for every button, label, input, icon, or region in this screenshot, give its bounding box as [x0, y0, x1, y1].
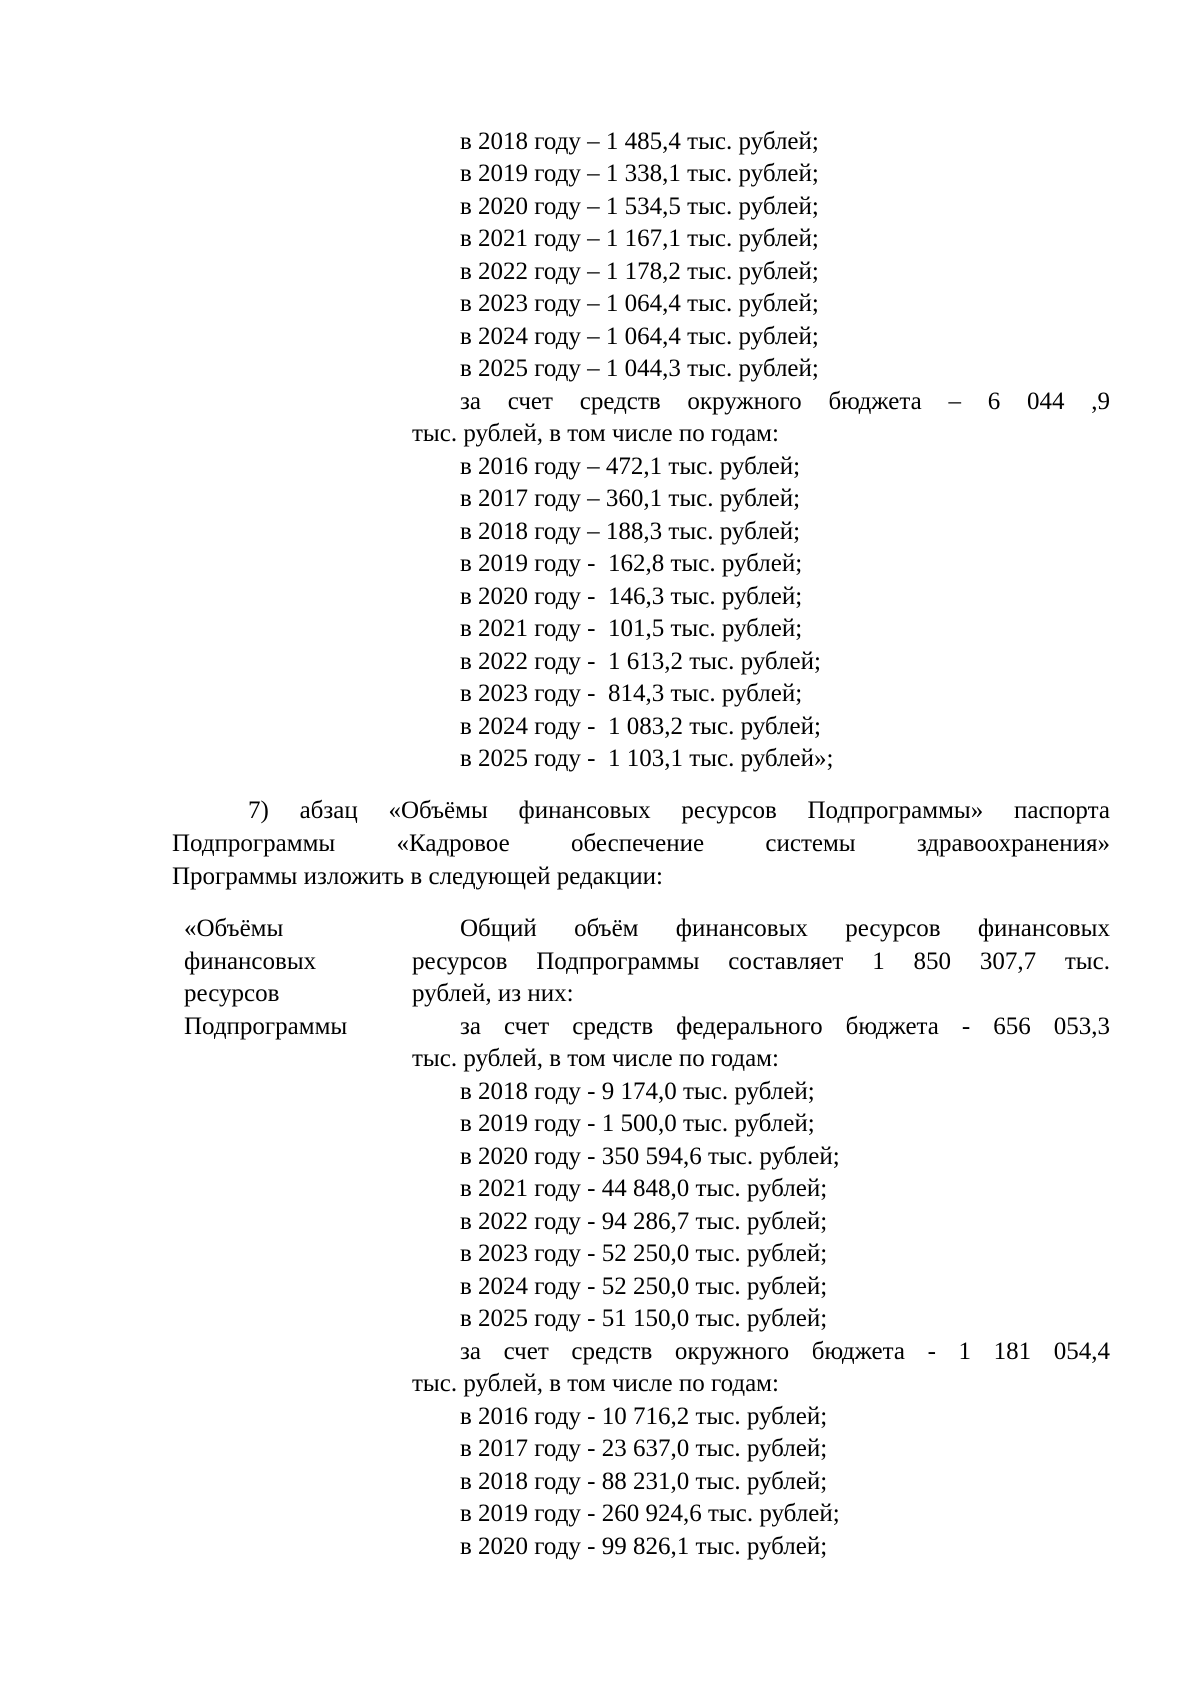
heading-word: счет — [507, 388, 553, 415]
word: обеспечение — [571, 830, 705, 857]
list-item: в 2023 году - 814,3 тыс. рублей; — [460, 680, 803, 707]
heading-word: окружного — [687, 388, 802, 415]
list-item: в 2017 году - 23 637,0 тыс. рублей; — [460, 1435, 828, 1462]
list-item: в 2018 году - 88 231,0 тыс. рублей; — [460, 1468, 828, 1495]
word: 054,4 — [1053, 1338, 1110, 1365]
list-item: в 2024 году - 52 250,0 тыс. рублей; — [460, 1273, 828, 1300]
heading-word: – — [948, 388, 961, 415]
federal-budget-heading-tail: тыс. рублей, в том числе по годам: — [412, 1045, 779, 1072]
paragraph-line — [172, 828, 1110, 860]
list-item: в 2025 году - 51 150,0 тыс. рублей; — [460, 1305, 828, 1332]
word: федерального — [676, 1013, 823, 1040]
word: окружного — [674, 1338, 790, 1365]
word: 1 — [958, 1338, 971, 1365]
word: «Объёмы — [388, 797, 488, 824]
word: паспорта — [1013, 797, 1110, 824]
word: счет — [503, 1338, 549, 1365]
total-line — [460, 913, 1110, 945]
district-budget-heading-tail: тыс. рублей, в том числе по годам: — [412, 1370, 779, 1397]
heading-word: 044 — [1026, 388, 1065, 415]
word: здравоохранения» — [916, 830, 1110, 857]
list-item: в 2021 году - 101,5 тыс. рублей; — [460, 615, 803, 642]
word: ресурсов — [845, 915, 941, 942]
word: средств — [572, 1013, 654, 1040]
word: 850 — [913, 948, 951, 975]
word: финансовых — [518, 797, 651, 824]
list-item: в 2016 году – 472,1 тыс. рублей; — [460, 453, 801, 480]
heading-word: средств — [579, 388, 661, 415]
word: «Кадровое — [396, 830, 510, 857]
word: счет — [504, 1013, 550, 1040]
word: 053,3 — [1053, 1013, 1110, 1040]
list-item: в 2020 году – 1 534,5 тыс. рублей; — [460, 193, 819, 220]
word: 307,7 — [979, 948, 1037, 975]
label-line: финансовых — [184, 948, 317, 975]
word: средств — [571, 1338, 653, 1365]
word: 7) — [248, 797, 269, 824]
word: 656 — [993, 1013, 1031, 1040]
list-item: в 2018 году – 1 485,4 тыс. рублей; — [460, 128, 819, 155]
list-item: в 2020 году - 350 594,6 тыс. рублей; — [460, 1143, 840, 1170]
label-line: ресурсов — [184, 980, 280, 1007]
word: Подпрограммы — [536, 948, 700, 975]
word: абзац — [299, 797, 358, 824]
heading-word: ,9 — [1091, 388, 1110, 415]
list-item: в 2024 году - 1 083,2 тыс. рублей; — [460, 713, 821, 740]
word: за — [460, 1338, 481, 1365]
list-item: в 2022 году – 1 178,2 тыс. рублей; — [460, 258, 819, 285]
list-item: в 2016 году - 10 716,2 тыс. рублей; — [460, 1403, 828, 1430]
word: - — [927, 1338, 936, 1365]
word: составляет — [728, 948, 844, 975]
district-budget-heading — [460, 1336, 1110, 1368]
list-item: в 2019 году – 1 338,1 тыс. рублей; — [460, 160, 819, 187]
word: финансовых — [675, 915, 808, 942]
list-item: в 2021 году - 44 848,0 тыс. рублей; — [460, 1175, 828, 1202]
word: 1 — [872, 948, 885, 975]
list-item: в 2024 году – 1 064,4 тыс. рублей; — [460, 323, 819, 350]
list-item: в 2023 году – 1 064,4 тыс. рублей; — [460, 290, 819, 317]
list-item: в 2020 году - 146,3 тыс. рублей; — [460, 583, 803, 610]
total-line — [412, 946, 1110, 978]
list-item: в 2020 году - 99 826,1 тыс. рублей; — [460, 1533, 828, 1560]
list-item: в 2021 году – 1 167,1 тыс. рублей; — [460, 225, 819, 252]
word: бюджета — [811, 1338, 905, 1365]
heading-word: бюджета — [828, 388, 922, 415]
word: Подпрограммы» — [807, 797, 984, 824]
heading-word: 6 — [987, 388, 1001, 415]
word: Общий — [460, 915, 537, 942]
word: тыс. — [1064, 948, 1110, 975]
word: ресурсов — [681, 797, 777, 824]
list-item: в 2017 году – 360,1 тыс. рублей; — [460, 485, 801, 512]
paragraph-line: Программы изложить в следующей редакции: — [172, 863, 664, 890]
list-item: в 2025 году – 1 044,3 тыс. рублей; — [460, 355, 819, 382]
word: 181 — [993, 1338, 1032, 1365]
word: объём — [574, 915, 639, 942]
list-item: в 2023 году - 52 250,0 тыс. рублей; — [460, 1240, 828, 1267]
word: Подпрограммы — [172, 830, 336, 857]
word: финансовых — [977, 915, 1110, 942]
list-item: в 2025 году - 1 103,1 тыс. рублей»; — [460, 745, 834, 772]
word: за — [460, 1013, 481, 1040]
list-item: в 2018 году - 9 174,0 тыс. рублей; — [460, 1078, 815, 1105]
word: бюджета — [845, 1013, 939, 1040]
list-item: в 2019 году - 162,8 тыс. рублей; — [460, 550, 803, 577]
list-item: в 2022 году - 1 613,2 тыс. рублей; — [460, 648, 821, 675]
list-item: в 2018 году – 188,3 тыс. рублей; — [460, 518, 801, 545]
total-line: рублей, из них: — [412, 980, 574, 1007]
district-budget-heading — [460, 386, 1110, 418]
list-item: в 2019 году - 1 500,0 тыс. рублей; — [460, 1110, 815, 1137]
list-item: в 2022 году - 94 286,7 тыс. рублей; — [460, 1208, 828, 1235]
word: системы — [765, 830, 856, 857]
district-budget-heading-tail: тыс. рублей, в том числе по годам: — [412, 420, 779, 447]
word: ресурсов — [412, 948, 508, 975]
federal-budget-heading — [460, 1011, 1110, 1043]
paragraph-line — [248, 795, 1110, 827]
heading-word: за — [460, 388, 481, 415]
label-line: Подпрограммы — [184, 1013, 348, 1040]
label-line: «Объёмы — [184, 915, 284, 942]
word: - — [961, 1013, 971, 1040]
list-item: в 2019 году - 260 924,6 тыс. рублей; — [460, 1500, 840, 1527]
